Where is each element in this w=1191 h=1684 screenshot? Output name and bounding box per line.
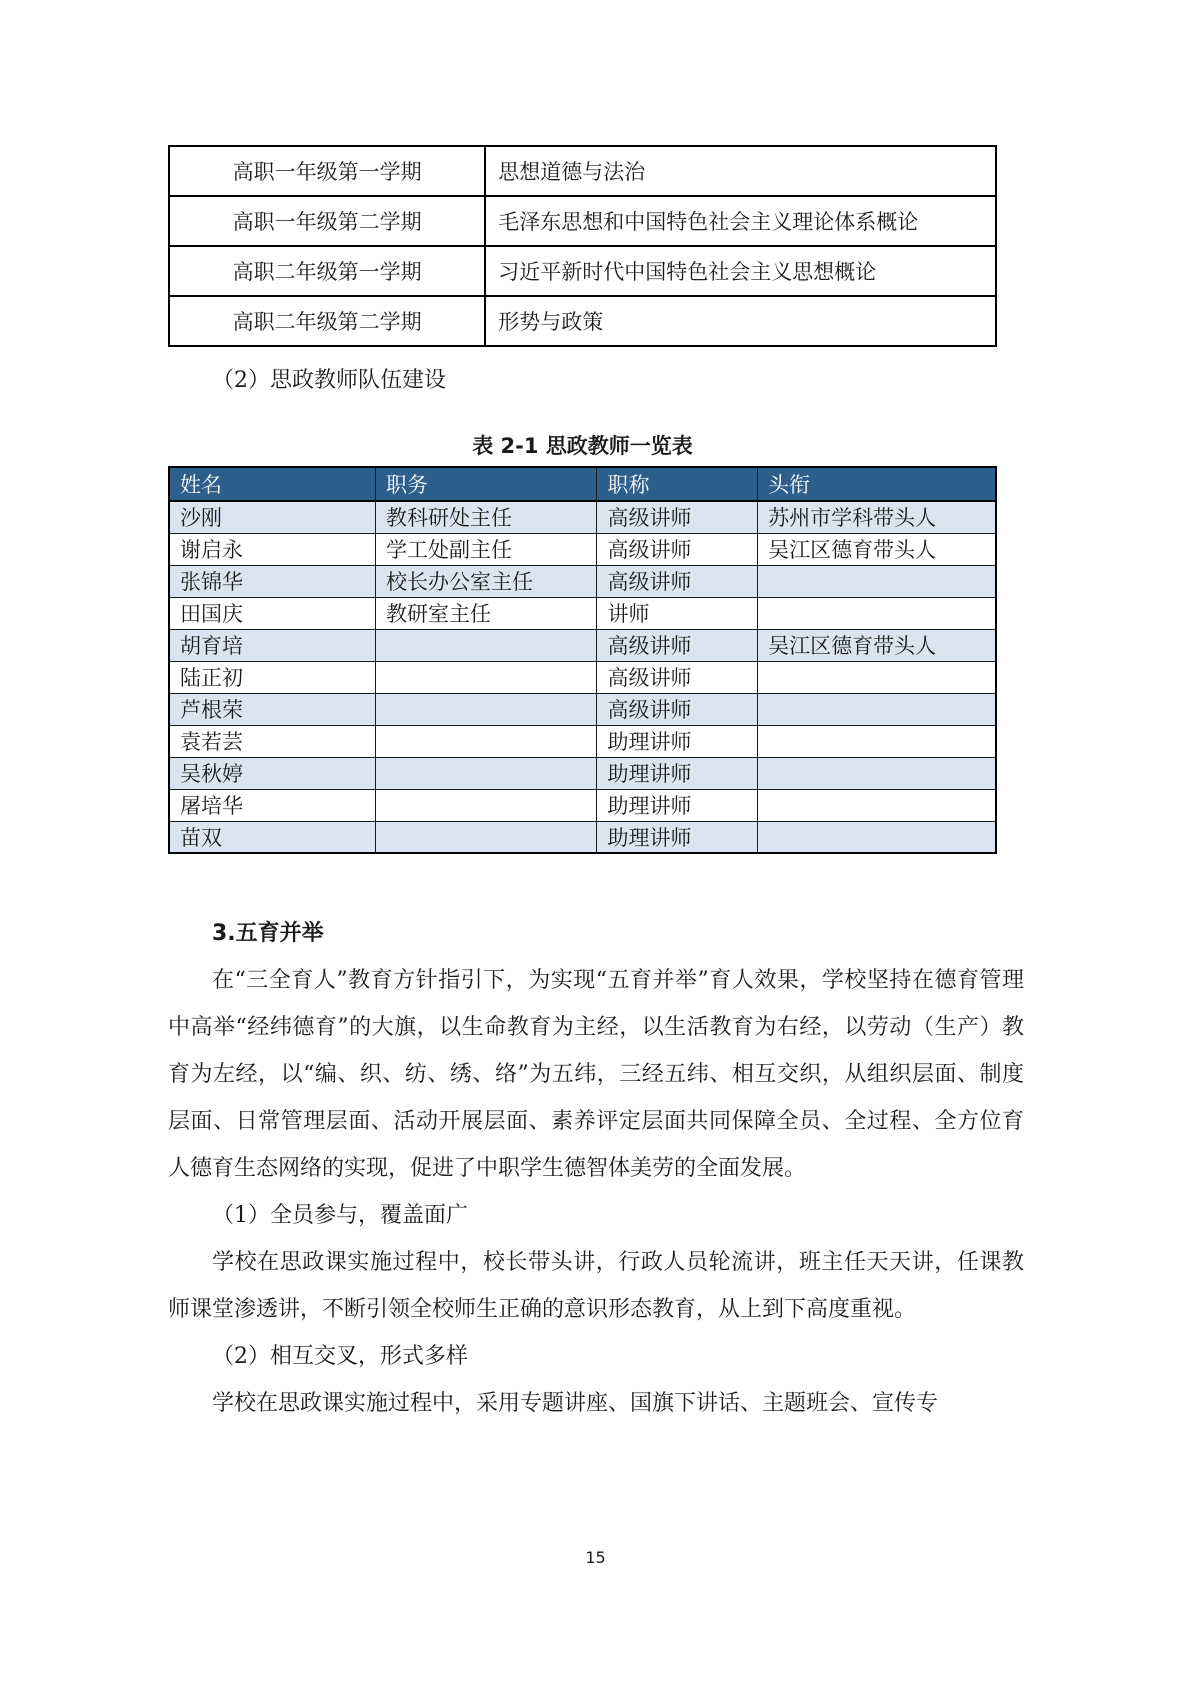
teacher-table-header-row xyxy=(169,467,996,501)
page-number: 15 xyxy=(585,1548,606,1567)
teacher-roster-table xyxy=(168,466,997,854)
table-cell: 高级讲师 xyxy=(597,629,758,661)
section3-item1-label: （1）全员参与，覆盖面广 xyxy=(212,1203,468,1228)
table-cell: 高职一年级第二学期 xyxy=(169,196,485,246)
table-cell xyxy=(376,725,597,757)
table-cell: 袁若芸 xyxy=(169,725,376,757)
table-cell xyxy=(376,821,597,853)
table-cell: 吴江区德育带头人 xyxy=(758,629,996,661)
section3-item2-label: （2）相互交叉，形式多样 xyxy=(212,1344,468,1369)
table-row xyxy=(169,757,996,789)
table-cell: 高职二年级第二学期 xyxy=(169,296,485,346)
table-cell: 高级讲师 xyxy=(597,565,758,597)
table-cell xyxy=(758,789,996,821)
table-cell: 胡育培 xyxy=(169,629,376,661)
table-cell: 田国庆 xyxy=(169,597,376,629)
table-cell: 学工处副主任 xyxy=(376,533,597,565)
table-cell xyxy=(376,693,597,725)
table-row xyxy=(169,597,996,629)
teacher-table-title: 表 2-1 思政教师一览表 xyxy=(472,434,693,458)
section3-heading: 3.五育并举 xyxy=(212,921,324,946)
page-content xyxy=(168,145,1024,1427)
table-row xyxy=(169,146,996,196)
table-cell: 校长办公室主任 xyxy=(376,565,597,597)
table-cell: 毛泽东思想和中国特色社会主义理论体系概论 xyxy=(485,196,996,246)
section3-paragraph-3: 学校在思政课实施过程中，采用专题讲座、国旗下讲话、主题班会、宣传专 xyxy=(212,1391,939,1416)
table-row xyxy=(169,725,996,757)
table-cell: 形势与政策 xyxy=(485,296,996,346)
table-cell: 吴江区德育带头人 xyxy=(758,533,996,565)
table-row xyxy=(169,296,996,346)
course-schedule-table xyxy=(168,145,997,347)
table-row xyxy=(169,661,996,693)
table-cell xyxy=(758,821,996,853)
table-cell: 高级讲师 xyxy=(597,501,758,533)
section3-paragraph-2: 学校在思政课实施过程中，校长带头讲，行政人员轮流讲，班主任天天讲，任课教师课堂渗透讲，不断引领全校师生正确的意识形态教育，从上到下高度重视。 xyxy=(168,1250,1024,1322)
teacher-table-header xyxy=(169,467,996,501)
table-row xyxy=(169,246,996,296)
table-cell: 教科研处主任 xyxy=(376,501,597,533)
table-cell: 助理讲师 xyxy=(597,757,758,789)
section3-paragraph-1: 在“三全育人”教育方针指引下，为实现“五育并举”育人效果，学校坚持在德育管理中高举“经纬德育”的大旗，以生命教育为主经，以生活教育为右经，以劳动（生产）教育为左经，以“编、织、纺、绣、络”为五纬，三经五纬、相互交织，从组织层面、制度层面、日常管理层面、活动开展层面、素养评定层面共同保障全员、全过程、全方位育人德育生态网络的实现，促进了中职学生德智体美劳的全面发展。 xyxy=(168,968,1024,1181)
table-cell: 沙刚 xyxy=(169,501,376,533)
table-cell: 讲师 xyxy=(597,597,758,629)
column-header-rank: 职称 xyxy=(597,467,758,501)
table-cell: 高职二年级第一学期 xyxy=(169,246,485,296)
table-row xyxy=(169,629,996,661)
table-cell: 陆正初 xyxy=(169,661,376,693)
table-row xyxy=(169,501,996,533)
table-row xyxy=(169,693,996,725)
table-cell: 教研室主任 xyxy=(376,597,597,629)
table-cell xyxy=(758,757,996,789)
table-cell xyxy=(376,629,597,661)
table-cell xyxy=(758,597,996,629)
table-cell xyxy=(376,789,597,821)
table-cell: 高级讲师 xyxy=(597,533,758,565)
table-cell: 助理讲师 xyxy=(597,821,758,853)
table-cell xyxy=(376,757,597,789)
course-schedule-table-body xyxy=(169,146,996,346)
table-cell: 苏州市学科带头人 xyxy=(758,501,996,533)
table-cell: 谢启永 xyxy=(169,533,376,565)
table-cell xyxy=(758,661,996,693)
section2-label: （2）思政教师队伍建设 xyxy=(212,368,446,393)
column-header-position: 职务 xyxy=(376,467,597,501)
column-header-name: 姓名 xyxy=(169,467,376,501)
table-cell: 助理讲师 xyxy=(597,725,758,757)
table-row xyxy=(169,565,996,597)
table-cell: 高级讲师 xyxy=(597,661,758,693)
table-cell: 张锦华 xyxy=(169,565,376,597)
column-header-honor: 头衔 xyxy=(758,467,996,501)
table-row xyxy=(169,821,996,853)
table-row xyxy=(169,533,996,565)
table-cell xyxy=(376,661,597,693)
table-cell: 屠培华 xyxy=(169,789,376,821)
table-cell: 高级讲师 xyxy=(597,693,758,725)
table-cell: 助理讲师 xyxy=(597,789,758,821)
table-cell xyxy=(758,565,996,597)
table-cell: 思想道德与法治 xyxy=(485,146,996,196)
table-cell: 吴秋婷 xyxy=(169,757,376,789)
table-row xyxy=(169,789,996,821)
teacher-table-body xyxy=(169,501,996,853)
table-cell xyxy=(758,725,996,757)
table-cell xyxy=(758,693,996,725)
table-cell: 芦根荣 xyxy=(169,693,376,725)
table-cell: 苗双 xyxy=(169,821,376,853)
table-cell: 高职一年级第一学期 xyxy=(169,146,485,196)
table-row xyxy=(169,196,996,246)
table-cell: 习近平新时代中国特色社会主义思想概论 xyxy=(485,246,996,296)
